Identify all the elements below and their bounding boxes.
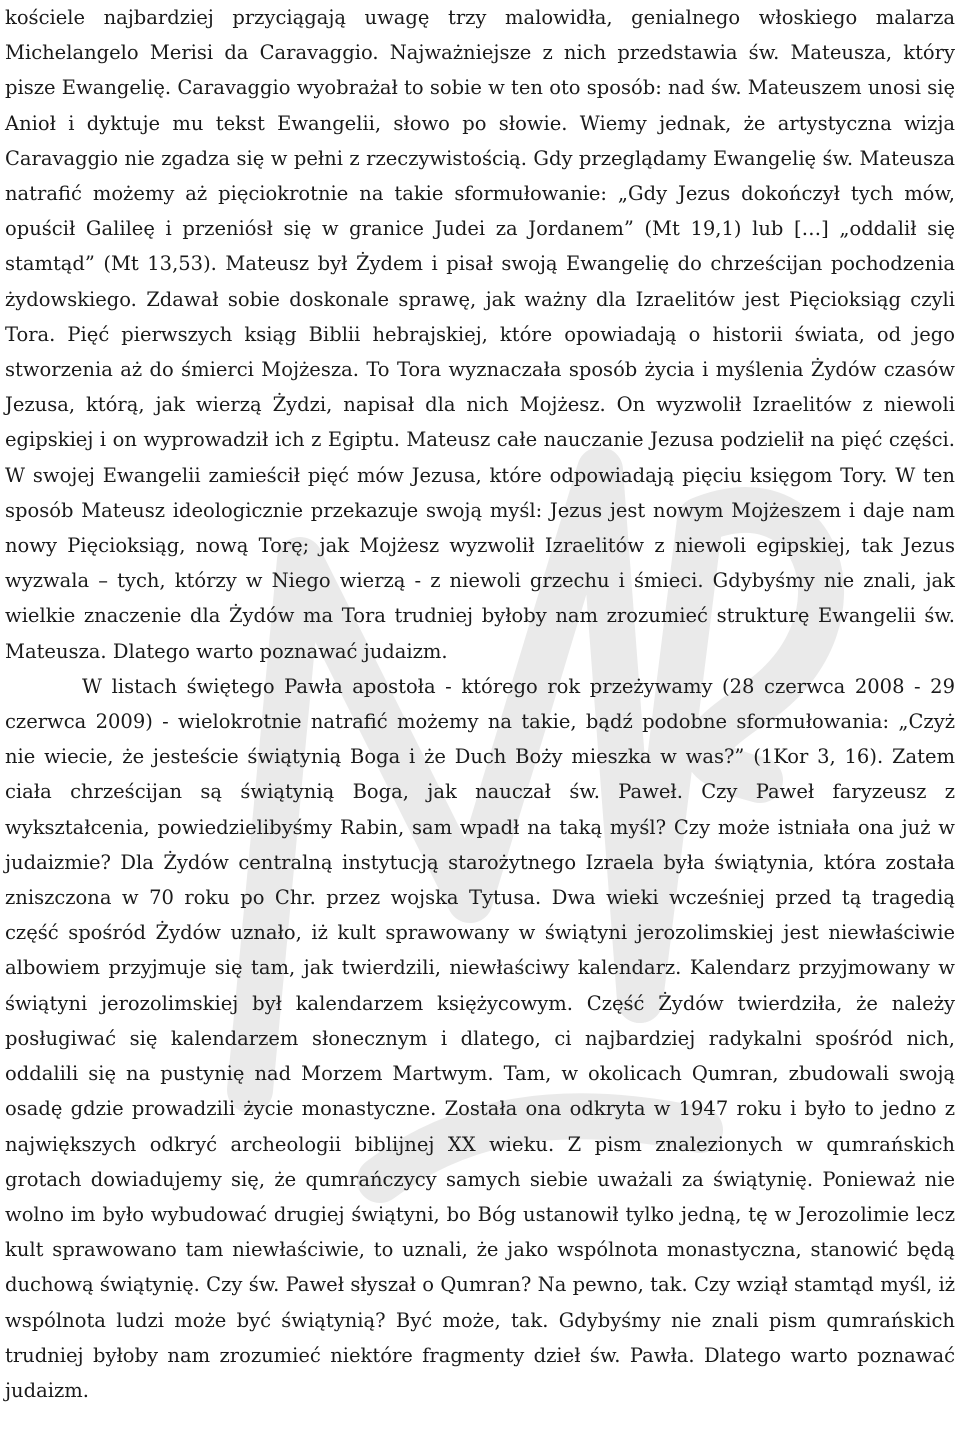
document-body: [5, 0, 955, 1408]
paragraph-1: kościele najbardziej przyciągają uwagę trzy malowidła, genialnego włoskiego malarza Michelangelo Merisi da Caravaggio. Najważniejsze z nich przedstawia św. Mateusza, który pisze Ewangelię. Caravaggio wyobrażał to sobie w ten oto sposób: nad św. Mateuszem unosi się Anioł i dyktuje mu tekst Ewangelii, słowo po słowie. Wiemy jednak, że artystyczna wizja Caravaggio nie zgadza się w pełni z rzeczywistością. Gdy przeglądamy Ewangelię św. Mateusza natrafić możemy aż pięciokrotnie na takie sformułowanie: „Gdy Jezus dokończył tych mów, opuścił Galileę i przeniósł się w granice Judei za Jordanem” (Mt 19,1) lub […] „oddalił się stamtąd” (Mt 13,53). Mateusz był Żydem i pisał swoją Ewangelię do chrześcijan pochodzenia żydowskiego. Zdawał sobie doskonale sprawę, jak ważny dla Izraelitów jest Pięcioksiąg czyli Tora. Pięć pierwszych ksiąg Biblii hebrajskiej, które opowiadają o historii świata, od jego stworzenia aż do śmierci Mojżesza. To Tora wyznaczała sposób życia i myślenia Żydów czasów Jezusa, którą, jak wierzą Żydzi, napisał dla nich Mojżesz. On wyzwolił Izraelitów z niewoli egipskiej i on wyprowadził ich z Egiptu. Mateusz całe nauczanie Jezusa podzielił na pięć części. W swojej Ewangelii zamieścił pięć mów Jezusa, które odpowiadają pięciu księgom Tory. W ten sposób Mateusz ideologicznie przekazuje swoją myśl: Jezus jest nowym Mojżeszem i daje nam nowy Pięcioksiąg, nową Torę; jak Mojżesz wyzwolił Izraelitów z niewoli egipskiej, tak Jezus wyzwala – tych, którzy w Niego wierzą - z niewoli grzechu i śmieci. Gdybyśmy nie znali, jak wielkie znaczenie dla Żydów ma Tora trudniej byłoby nam zrozumieć strukturę Ewangelii św. Mateusza. Dlatego warto poznawać judaizm.: [5, 6, 955, 663]
paragraph-2: W listach świętego Pawła apostoła - którego rok przeżywamy (28 czerwca 2008 - 29 czerwca 2009) - wielokrotnie natrafić możemy na takie, bądź podobne sformułowania: „Czyż nie wiecie, że jesteście świątynią Boga i że Duch Boży mieszka w was?” (1Kor 3, 16). Zatem ciała chrześcijan są świątynią Boga, jak nauczał św. Paweł. Czy Paweł faryzeusz z wykształcenia, powiedzielibyśmy Rabin, sam wpadł na taką myśl? Czy może istniała ona już w judaizmie? Dla Żydów centralną instytucją starożytnego Izraela była świątynia, która została zniszczona w 70 roku po Chr. przez wojska Tytusa. Dwa wieki wcześniej przed tą tragedią część spośród Żydów uznało, iż kult sprawowany w świątyni jerozolimskiej jest niewłaściwie albowiem przyjmuje się tam, jak twierdzili, niewłaściwy kalendarz. Kalendarz przyjmowany w świątyni jerozolimskiej był kalendarzem księżycowym. Część Żydów twierdziła, że należy posługiwać się kalendarzem słonecznym i dlatego, ci najbardziej radykalni spośród nich, oddalili się na pustynię nad Morzem Martwym. Tam, w okolicach Qumran, zbudowali swoją osadę gdzie prowadzili życie monastyczne. Została ona odkryta w 1947 roku i było to jedno z największych odkryć archeologii biblijnej XX wieku. Z pism znalezionych w qumrańskich grotach dowiadujemy się, że qumrańczycy samych siebie uważali za świątynię. Ponieważ nie wolno im było wybudować drugiej świątyni, bo Bóg ustanowił tylko jedną, tę w Jerozolimie lecz kult sprawowano tam niewłaściwie, to uznali, że jako wspólnota monastyczna, stanowić będą duchową świątynię. Czy św. Paweł słyszał o Qumran? Na pewno, tak. Czy wziął stamtąd myśl, iż wspólnota ludzi może być świątynią? Być może, tak. Gdybyśmy nie znali pism qumrańskich trudniej byłoby nam zrozumieć niektóre fragmenty dzieł św. Pawła. Dlatego warto poznawać judaizm.: [5, 674, 955, 1402]
